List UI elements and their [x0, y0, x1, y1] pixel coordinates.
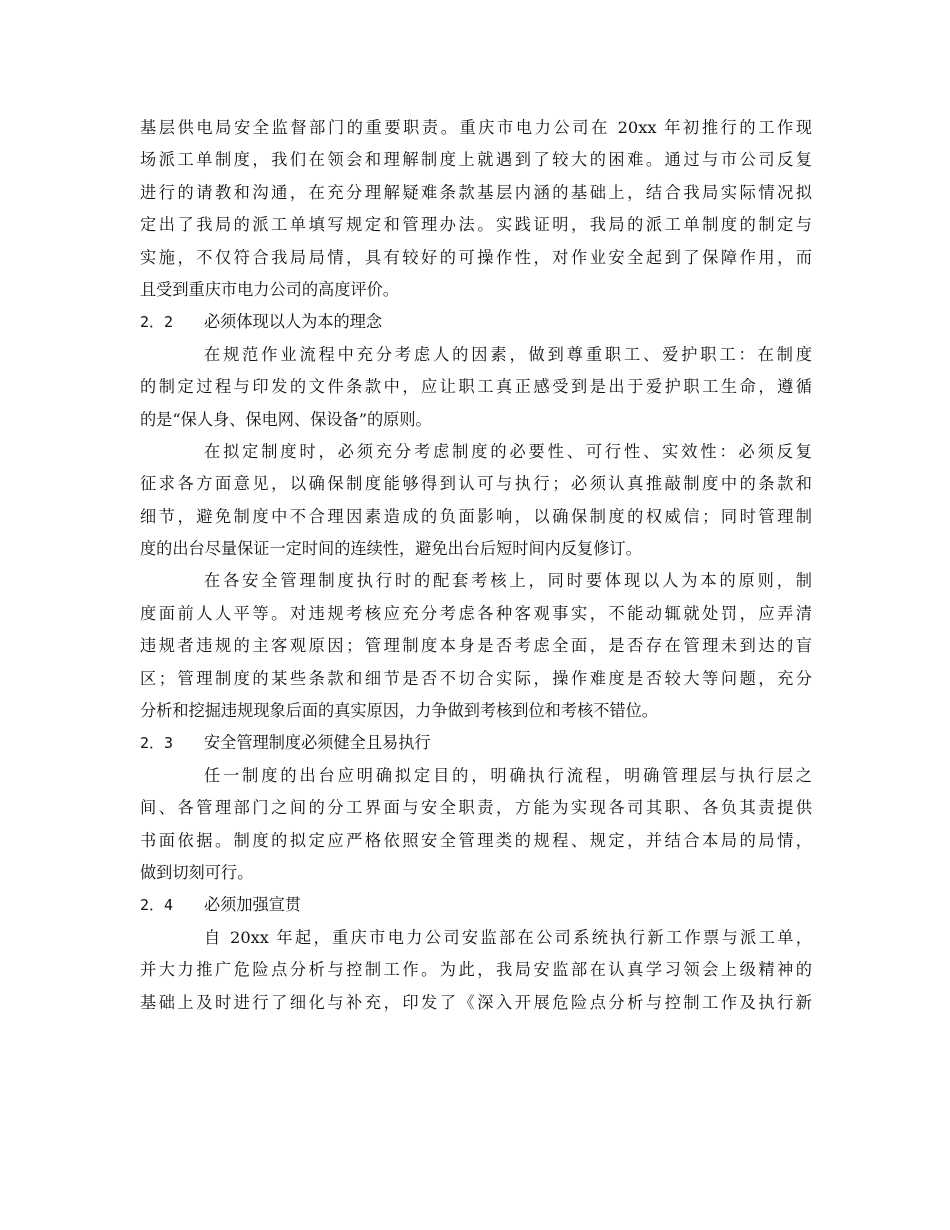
- text-line: 实施，不仅符合我局局情，具有较好的可操作性，对作业安全起到了保障作用，而: [140, 247, 812, 267]
- paragraph: [140, 112, 812, 306]
- text-line: 定出了我局的派工单填写规定和管理办法。实践证明，我局的派工单制度的制定与: [140, 215, 812, 235]
- text-line: 细节，避免制度中不合理因素造成的负面影响，以确保制度的权威信；同时管理制: [140, 506, 812, 526]
- text-line: 自 20xx 年起，重庆市电力公司安监部在公司系统执行新工作票与派工单，: [204, 927, 812, 947]
- section-title: 必须体现以人为本的理念: [204, 312, 383, 332]
- section-number: 2．2: [140, 313, 174, 332]
- document-body: [140, 112, 812, 1019]
- text-line: 分析和挖掘违规现象后面的真实原因，力争做到考核到位和考核不错位。: [140, 701, 658, 721]
- text-line: 且受到重庆市电力公司的高度评价。: [140, 279, 399, 299]
- paragraph: [140, 565, 812, 727]
- text-line: 进行的请教和沟通，在充分理解疑难条款基层内涵的基础上，结合我局实际情况拟: [140, 182, 812, 202]
- text-line: 场派工单制度，我们在领会和理解制度上就遇到了较大的困难。通过与市公司反复: [140, 150, 812, 170]
- paragraph: [140, 339, 812, 436]
- section-title: 安全管理制度必须健全且易执行: [204, 733, 431, 753]
- text-line: 的制定过程与印发的文件条款中，应让职工真正感受到是出于爱护职工生命，遵循: [140, 377, 812, 397]
- section-number: 2．4: [140, 896, 174, 915]
- text-line: 在各安全管理制度执行时的配套考核上，同时要体现以人为本的原则，制: [204, 571, 812, 591]
- text-line: 并大力推广危险点分析与控制工作。为此，我局安监部在认真学习领会上级精神的: [140, 960, 812, 980]
- section-heading: [140, 306, 812, 338]
- paragraph: [140, 922, 812, 1019]
- text-line: 间、各管理部门之间的分工界面与安全职责，方能为实现各司其职、各负其责提供: [140, 798, 812, 818]
- text-line: 度面前人人平等。对违规考核应充分考虑各种客观事实，不能动辄就处罚，应弄清: [140, 603, 812, 623]
- text-line: 区；管理制度的某些条款和细节是否不切合实际，操作难度是否较大等问题，充分: [140, 668, 812, 688]
- text-line: 的是“保人身、保电网、保设备”的原则。: [140, 409, 432, 429]
- text-line: 做到切刻可行。: [140, 862, 254, 882]
- section-number: 2．3: [140, 734, 174, 753]
- section-heading: [140, 889, 812, 921]
- text-line: 在规范作业流程中充分考虑人的因素，做到尊重职工、爱护职工：在制度: [204, 344, 812, 364]
- text-line: 基础上及时进行了细化与补充，印发了《深入开展危险点分析与控制工作及执行新: [140, 992, 812, 1012]
- paragraph: [140, 436, 812, 566]
- text-line: 征求各方面意见，以确保制度能够得到认可与执行；必须认真推敲制度中的条款和: [140, 474, 812, 494]
- section-title: 必须加强宣贯: [204, 895, 302, 915]
- section-heading: [140, 727, 812, 759]
- text-line: 书面依据。制度的拟定应严格依照安全管理类的规程、规定，并结合本局的局情，: [140, 830, 812, 850]
- paragraph: [140, 760, 812, 890]
- text-line: 违规者违规的主客观原因；管理制度本身是否考虑全面，是否存在管理未到达的盲: [140, 636, 812, 656]
- text-line: 在拟定制度时，必须充分考虑制度的必要性、可行性、实效性：必须反复: [204, 441, 812, 461]
- text-line: 基层供电局安全监督部门的重要职责。重庆市电力公司在 20xx 年初推行的工作现: [140, 118, 812, 137]
- text-line: 度的出台尽量保证一定时间的连续性，避免出台后短时间内反复修订。: [140, 539, 642, 559]
- text-line: 任一制度的出台应明确拟定目的，明确执行流程，明确管理层与执行层之: [204, 765, 812, 785]
